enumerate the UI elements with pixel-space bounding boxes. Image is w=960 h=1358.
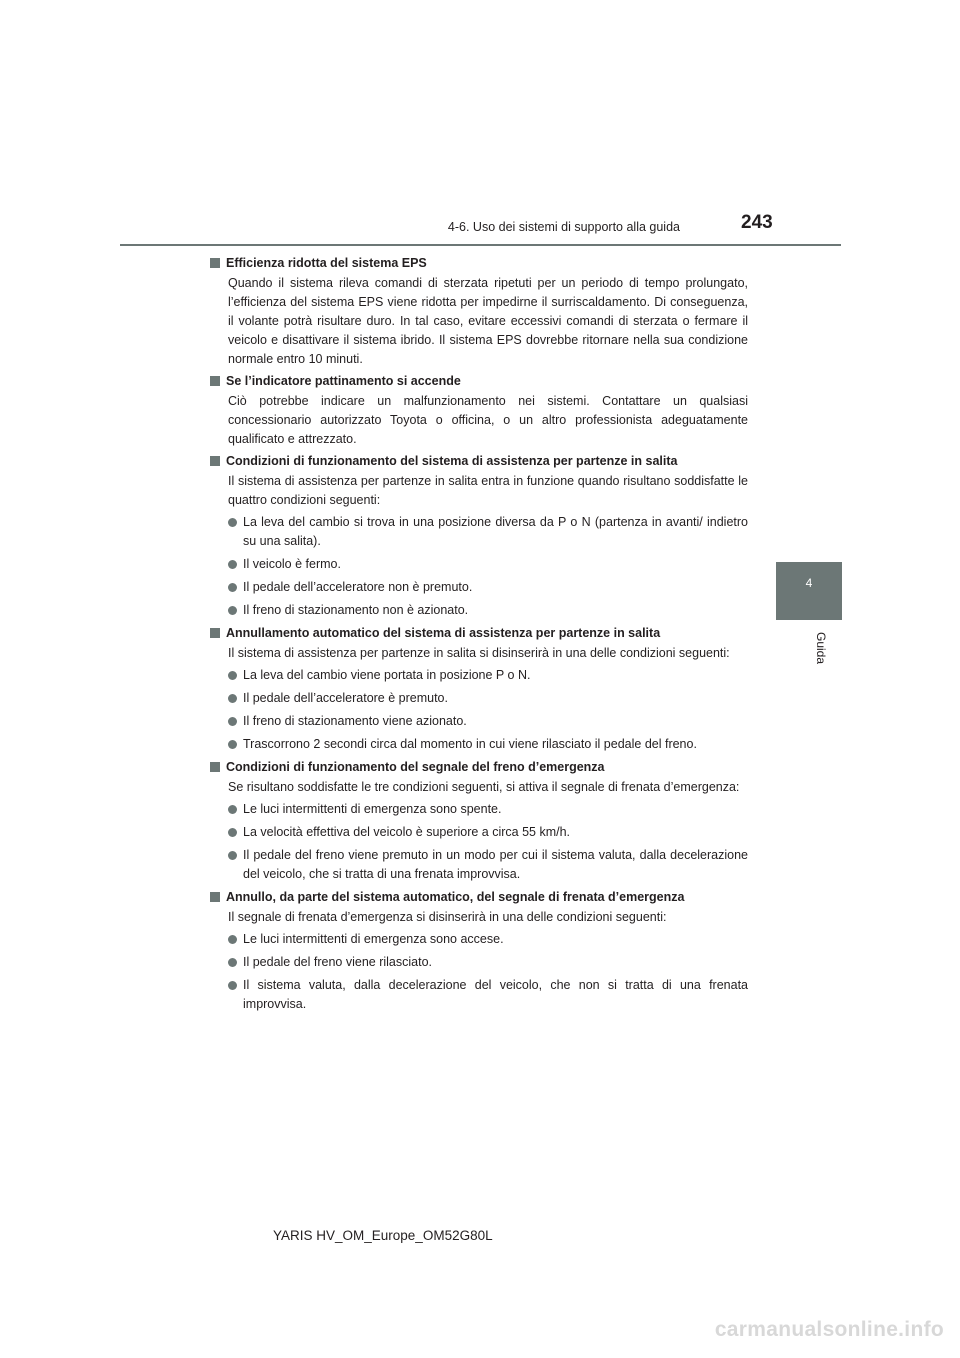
section-title-text: Condizioni di funzionamento del segnale del freno d’emergenza [226, 760, 605, 774]
list-item [228, 846, 748, 884]
round-bullet-icon [228, 981, 237, 990]
round-bullet-icon [228, 671, 237, 680]
list-item-text: Trascorrono 2 secondi circa dal momento in cui viene rilasciato il pedale del freno. [243, 737, 697, 751]
page-content [210, 254, 748, 1018]
list-item-text: Il pedale del freno viene premuto in un modo per cui il sistema valuta, dalla decelerazione del veicolo, che si tratta di una frenata improvvisa. [243, 848, 748, 881]
square-bullet-icon [210, 376, 220, 386]
round-bullet-icon [228, 958, 237, 967]
round-bullet-icon [228, 583, 237, 592]
list-item [228, 976, 748, 1014]
section-paragraph: Il sistema di assistenza per partenze in salita entra in funzione quando risultano soddisfatte le quattro condizioni seguenti: [228, 474, 748, 507]
section-paragraph: Quando il sistema rileva comandi di sterzata ripetuti per un periodo di tempo prolungato, l’efficienza del sistema EPS viene ridotta per impedirne il surriscaldamento. Di conseguenza, il volante potrà risultare duro. In tal caso, evitare eccessivi comandi di sterzata o fermare il veicolo e disattivare il sistema ibrido. Il sistema EPS dovrebbe ritornare nella sua condizione normale entro 10 minuti. [228, 276, 748, 366]
chapter-tab [776, 562, 842, 620]
round-bullet-icon [228, 560, 237, 569]
section-paragraph: Il segnale di frenata d’emergenza si disinserirà in una delle condizioni seguenti: [228, 910, 667, 924]
list-item [228, 601, 748, 620]
list-item [228, 666, 748, 685]
round-bullet-icon [228, 717, 237, 726]
round-bullet-icon [228, 518, 237, 527]
section-paragraph: Ciò potrebbe indicare un malfunzionamento nei sistemi. Contattare un qualsiasi concessionario autorizzato Toyota o officina, o un altro professionista adeguatamente qualificato e attrezzato. [228, 394, 748, 446]
list-item [228, 953, 748, 972]
list-item-text: Il freno di stazionamento viene azionato. [243, 714, 467, 728]
content-section [210, 888, 748, 1014]
list-item [228, 930, 748, 949]
section-title [210, 452, 748, 471]
list-item-text: Il pedale dell’acceleratore è premuto. [243, 691, 448, 705]
document-id: YARIS HV_OM_Europe_OM52G80L [273, 1228, 493, 1243]
square-bullet-icon [210, 258, 220, 268]
square-bullet-icon [210, 628, 220, 638]
section-title [210, 372, 748, 391]
square-bullet-icon [210, 456, 220, 466]
square-bullet-icon [210, 762, 220, 772]
round-bullet-icon [228, 805, 237, 814]
section-title-text: Annullo, da parte del sistema automatico, del segnale di frenata d’emergenza [226, 890, 685, 904]
section-paragraph: Il sistema di assistenza per partenze in salita si disinserirà in una delle condizioni seguenti: [228, 646, 730, 660]
section-title-text: Se l’indicatore pattinamento si accende [226, 374, 461, 388]
chapter-number: 4 [805, 576, 813, 590]
section-title-text: Condizioni di funzionamento del sistema di assistenza per partenze in salita [226, 454, 678, 468]
list-item [228, 735, 748, 754]
section-title [210, 758, 748, 777]
content-section [210, 624, 748, 754]
content-section [210, 372, 748, 449]
section-title [210, 888, 748, 907]
page-number: 243 [741, 212, 773, 233]
square-bullet-icon [210, 892, 220, 902]
section-title-text: Annullamento automatico del sistema di assistenza per partenze in salita [226, 626, 661, 640]
round-bullet-icon [228, 694, 237, 703]
list-item-text: Le luci intermittenti di emergenza sono accese. [243, 932, 504, 946]
content-section [210, 452, 748, 620]
list-item-text: Il sistema valuta, dalla decelerazione del veicolo, che non si tratta di una frenata improvvisa. [243, 978, 748, 1011]
watermark-logo: carmanualsonline.info [714, 1318, 944, 1341]
list-item [228, 823, 748, 842]
list-item [228, 513, 748, 551]
running-header-section-title: 4-6. Uso dei sistemi di supporto alla guida [447, 220, 680, 234]
list-item-text: Il pedale del freno viene rilasciato. [243, 955, 433, 969]
list-item-text: Le luci intermittenti di emergenza sono spente. [243, 802, 502, 816]
content-section [210, 254, 748, 369]
list-item [228, 800, 748, 819]
list-item [228, 578, 748, 597]
section-paragraph: Se risultano soddisfatte le tre condizioni seguenti, si attiva il segnale di frenata d’emergenza: [228, 780, 740, 794]
chapter-label: Guida [814, 632, 828, 665]
round-bullet-icon [228, 740, 237, 749]
list-item [228, 689, 748, 708]
list-item-text: La leva del cambio si trova in una posizione diversa da P o N (partenza in avanti/ indietro su una salita). [243, 515, 748, 548]
round-bullet-icon [228, 851, 237, 860]
round-bullet-icon [228, 828, 237, 837]
list-item [228, 555, 748, 574]
list-item-text: Il veicolo è fermo. [243, 557, 341, 571]
content-section [210, 758, 748, 884]
section-title [210, 624, 748, 643]
section-title-text: Efficienza ridotta del sistema EPS [226, 256, 427, 270]
header-divider [120, 244, 841, 246]
section-title [210, 254, 748, 273]
list-item-text: Il pedale dell’acceleratore non è premuto. [243, 580, 473, 594]
list-item [228, 712, 748, 731]
list-item-text: La velocità effettiva del veicolo è superiore a circa 55 km/h. [243, 825, 571, 839]
list-item-text: Il freno di stazionamento non è azionato. [243, 603, 469, 617]
round-bullet-icon [228, 935, 237, 944]
round-bullet-icon [228, 606, 237, 615]
list-item-text: La leva del cambio viene portata in posizione P o N. [243, 668, 531, 682]
